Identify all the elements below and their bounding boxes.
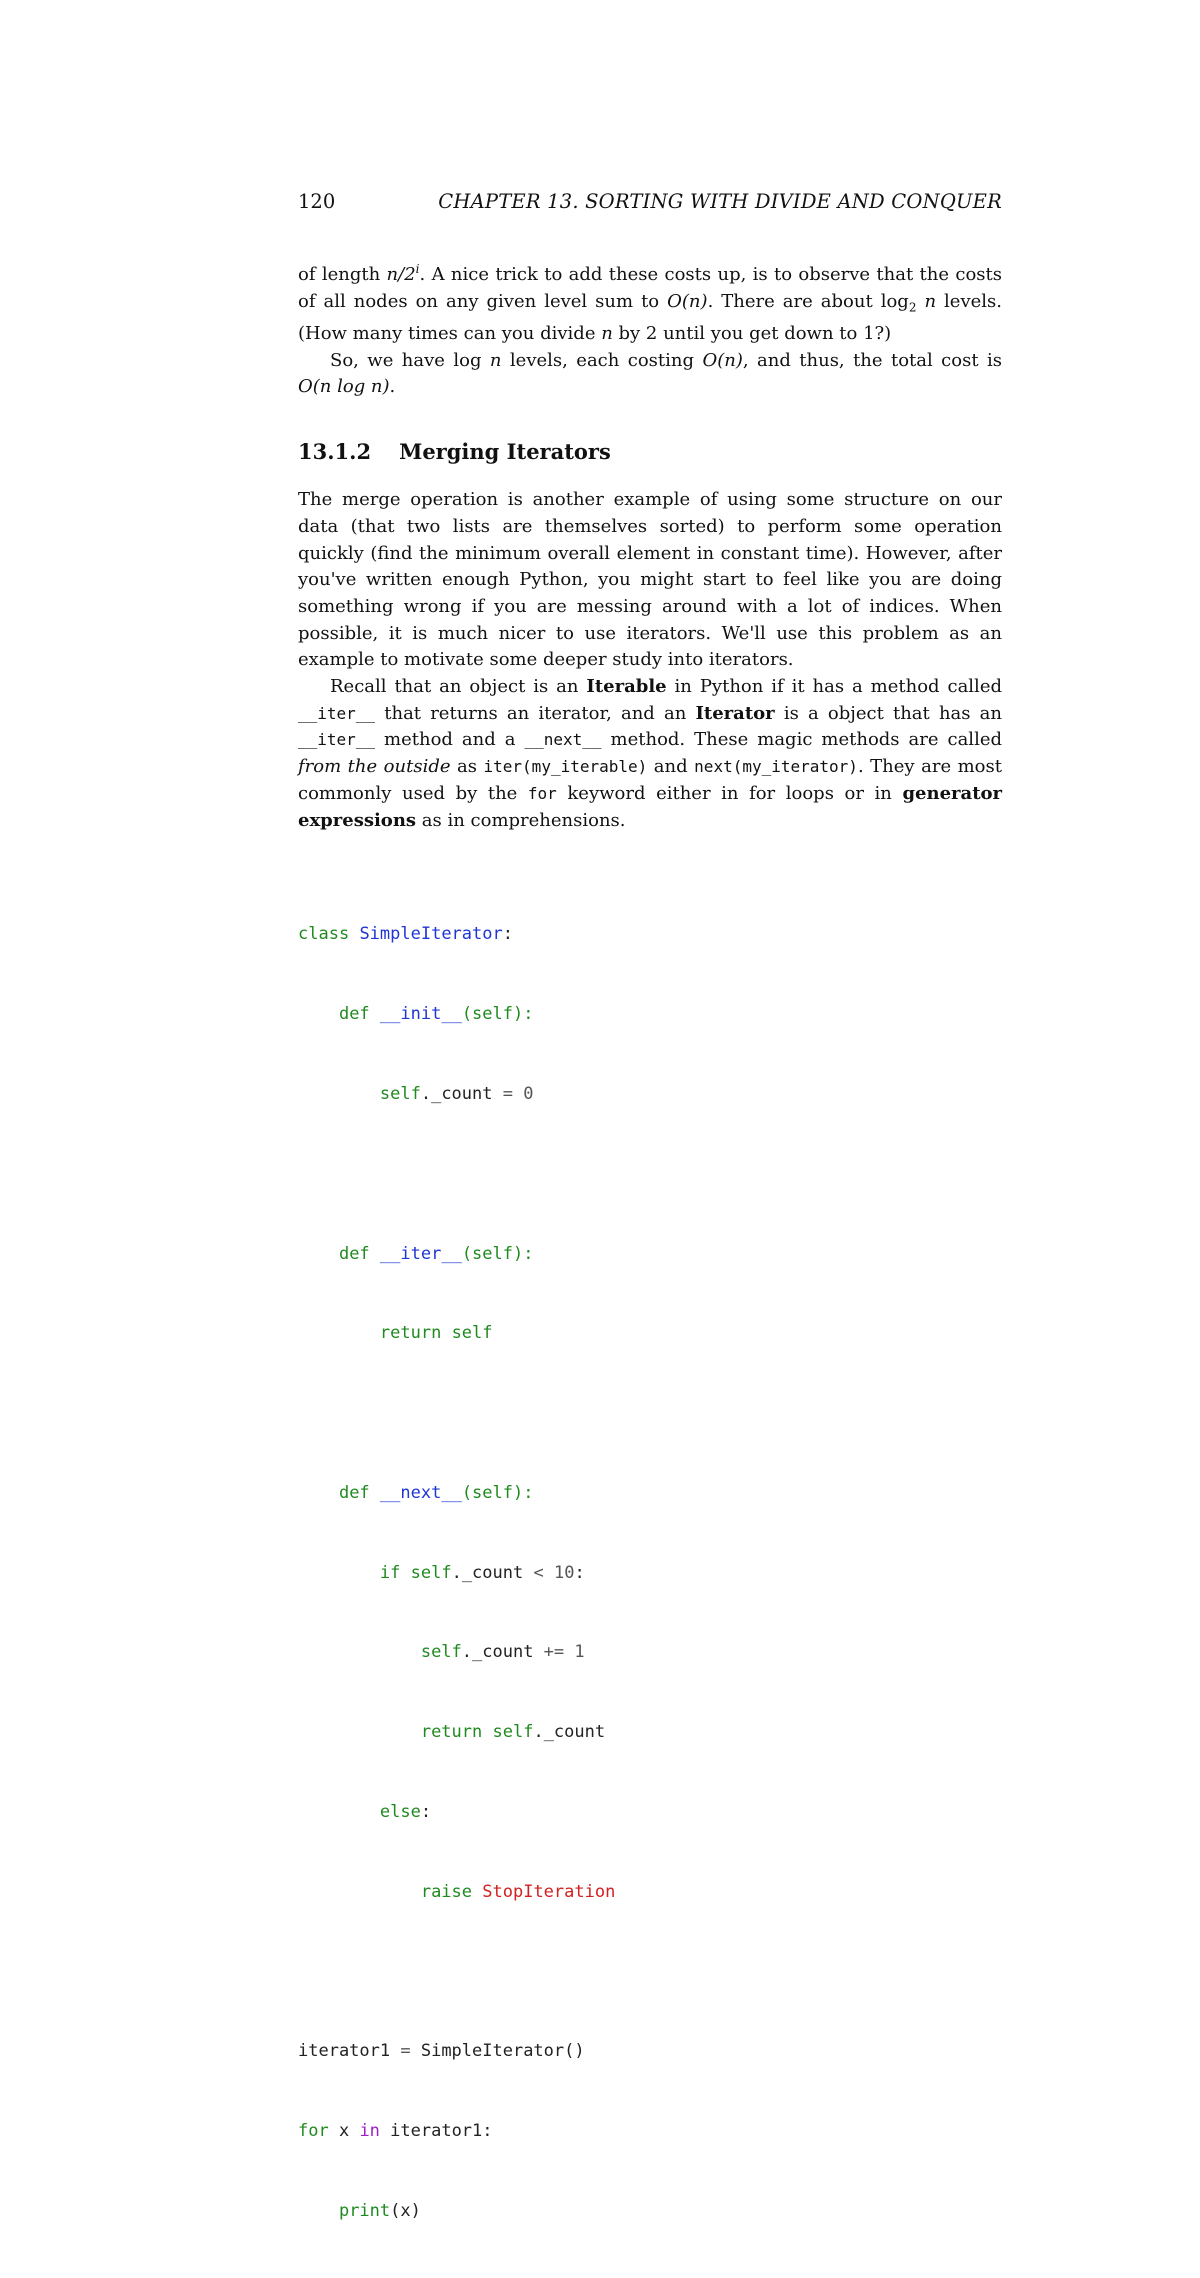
section-heading xyxy=(298,439,1002,469)
code-line: print(x) xyxy=(338,2200,421,2221)
section-title: Merging Iterators xyxy=(399,439,611,465)
page xyxy=(298,190,1002,2278)
code-line: class SimpleIterator: xyxy=(298,924,513,945)
code-line: def __iter__(self): xyxy=(338,1243,534,1264)
code-line: return self._count xyxy=(420,1722,606,1743)
running-header xyxy=(298,190,1002,222)
code-line: if self._count < 10: xyxy=(379,1562,585,1583)
code-line: raise StopIteration xyxy=(420,1881,616,1902)
chapter-title: CHAPTER 13. SORTING WITH DIVIDE AND CONQUER xyxy=(438,190,1002,213)
intro-paragraph-1: of length n/2$^i$. A nice trick to add these costs up, is to observe that the costs of all nodes on any given level sum to O(n). There are about $\log_2 n$ levels. (How many times can you divide n by 2 until you get down to 1?) xyxy=(298,262,1002,344)
code-block xyxy=(298,868,1002,2277)
code-line: for x in iterator1: xyxy=(298,2121,493,2142)
code-line: iterator1 = SimpleIterator() xyxy=(298,2041,585,2062)
section-paragraph-2: Recall that an object is an Iterable in Python if it has a method called __iter__ that returns an iterator, and an Iterator is a object that has an __iter__ method and a __next__ method. These magic methods are called from the outside as iter(my_iterable) and next(my_iterator). They are most commonly used by the for keyword either in for loops or in generator expressions as in comprehensions. xyxy=(298,676,1002,831)
code-line-blank xyxy=(298,1400,1002,1427)
page-number: 120 xyxy=(298,190,336,213)
code-line: return self xyxy=(379,1323,493,1344)
code-line: self._count += 1 xyxy=(420,1642,585,1663)
code-line: self._count = 0 xyxy=(379,1084,534,1104)
section-paragraph-1: The merge operation is another example of using some structure on our data (that two lists are themselves sorted) to perform some operation quickly (find the minimum overall element in constant time). However, after you've written enough Python, you might start to feel like you are doing something wrong if you are messing around with a lot of indices. When possible, it is much nicer to use iterators. We'll use this problem as an example to motivate some deeper study into iterators. xyxy=(298,489,1002,671)
code-line: else: xyxy=(379,1802,432,1823)
code-line: def __next__(self): xyxy=(338,1482,534,1503)
code-line-blank xyxy=(298,1959,1002,1986)
code-line: def __init__(self): xyxy=(338,1004,534,1025)
section-number: 13.1.2 xyxy=(298,439,372,465)
code-line-blank xyxy=(298,1161,1002,1188)
intro-paragraph-2: So, we have log n levels, each costing O(n), and thus, the total cost is O(n log n). xyxy=(298,349,1002,398)
